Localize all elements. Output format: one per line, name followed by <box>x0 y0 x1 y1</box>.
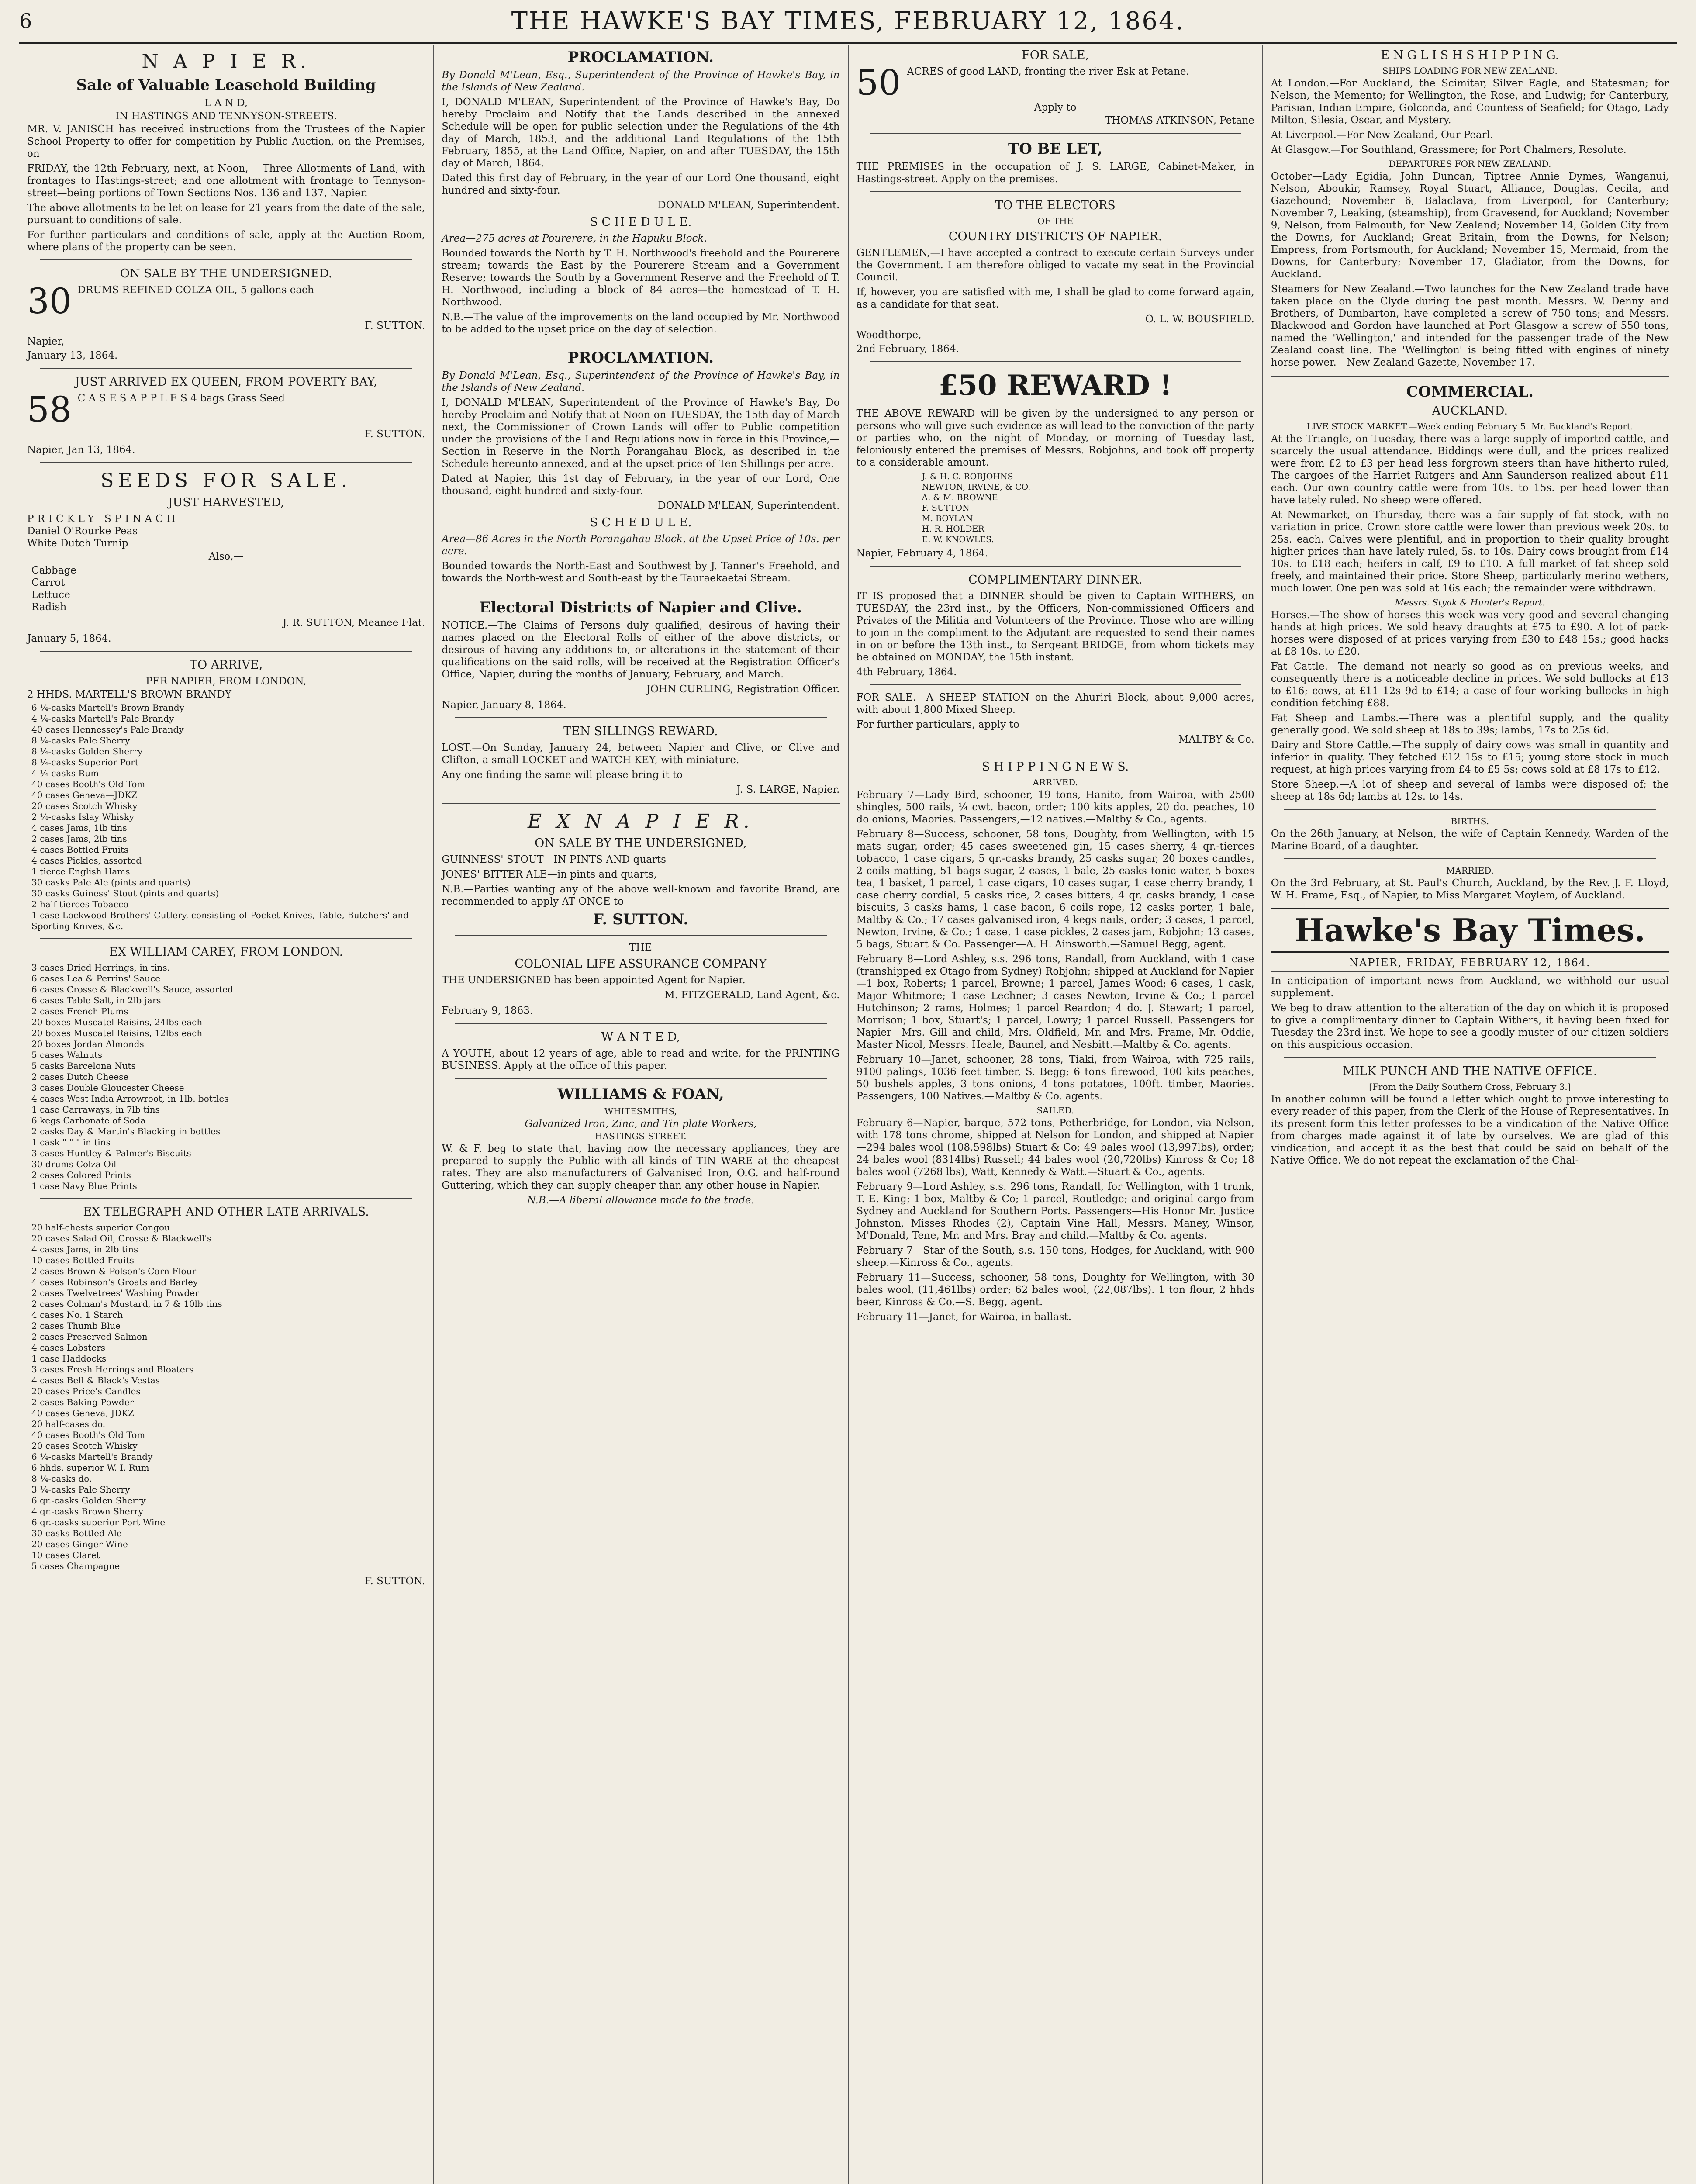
ad-colza-heading: ON SALE BY THE UNDERSIGNED. <box>120 267 332 280</box>
ad-colza-date: January 13, 1864. <box>27 350 118 361</box>
proclamation-1-schedule: S C H E D U L E. <box>590 215 692 229</box>
births-heading: BIRTHS. <box>1451 816 1489 826</box>
sheep-station-body: FOR SALE.—A SHEEP STATION on the Ahuriri Block, about 9,000 acres, with about 1,800 Mixed Sheep. <box>856 692 1254 715</box>
shipping-news-heading: S H I P P I N G N E W S. <box>981 760 1129 774</box>
proclamation-1-heading: PROCLAMATION. <box>567 48 714 66</box>
list-item: 20 cases Salad Oil, Crosse & Blackwell's <box>31 1233 212 1244</box>
ad-seeds-line2: Daniel O'Rourke Peas <box>27 525 138 537</box>
proclamation-2-heading: PROCLAMATION. <box>567 349 714 366</box>
list-item: 40 cases Hennessey's Pale Brandy <box>31 724 184 735</box>
list-item: 30 casks Bottled Ale <box>31 1528 122 1538</box>
list-item: 20 cases Price's Candles <box>31 1386 141 1396</box>
list-item: 4 cases Jams, 1lb tins <box>31 822 127 833</box>
list-item: 4 ¼-casks Rum <box>31 768 99 778</box>
williams-foan-heading: WILLIAMS & FOAN, <box>557 1085 724 1103</box>
proclamation-2-dated: Dated at Napier, this 1st day of February, in the year of our Lord, One thousand, eight hundred and sixty-four. <box>442 473 840 497</box>
commercial-p2: At Newmarket, on Thursday, there was a fair supply of fat stock, with no variation in price. Crown store cattle were lower than previous week 20s. to 25s. each. Calves were plentiful, and in proportion to their quality brought higher prices than have lately ruled, 5s. to 10s. Dairy cows brought from £14 10s. to £18 each; heifers in calf, £9 to £10. A full market of fat sheep sold freely, and maintained their price. Store Sheep, particularly merino wethers, much lower. One pen was sold at 16s each; the remainder were withdrawn. <box>1271 509 1669 594</box>
list-item: 4 cases West India Arrowroot, in 1lb. bottles <box>31 1093 229 1104</box>
commercial-heading: COMMERCIAL. <box>1406 383 1534 401</box>
list-item: 1 case Lockwood Brothers' Cutlery, consisting of Pocket Knives, Table, Butchers' and Sporting Knives, &c. <box>31 910 409 931</box>
list-item: 2 half-tierces Tobacco <box>31 899 129 909</box>
ad-apples-date: Napier, Jan 13, 1864. <box>27 444 135 456</box>
colonial-body: THE UNDERSIGNED has been appointed Agent for Napier. <box>442 975 746 986</box>
ad-colza-number: 30 <box>27 281 72 321</box>
list-item: 3 cases Dried Herrings, in tins. <box>31 962 170 973</box>
column-1 <box>19 45 434 2184</box>
births-body: On the 26th January, at Nelson, the wife of Captain Kennedy, Warden of the Marine Board, of a daughter. <box>1271 828 1669 852</box>
ex-napier-heading: E X N A P I E R. <box>527 810 754 833</box>
list-item: 6 cases Table Salt, in 2lb jars <box>31 995 161 1006</box>
list-item: February 10—Janet, schooner, 28 tons, Tiaki, from Wairoa, with 725 rails, 9100 palings, 1036 feet timber, S. Begg; 6 tons firewood, 100 kits peaches, 50 bushels apples, 3 tons onions, 4 tons potatoes, 100ft. timber, Maories. Passengers, 100 Natives.—Maltby & Co. agents. <box>856 1054 1254 1102</box>
list-item: 2 ¼-casks Islay Whisky <box>31 812 135 822</box>
list-item: 4 cases Pickles, assorted <box>31 855 142 866</box>
list-item: 30 casks Pale Ale (pints and quarts) <box>31 877 190 888</box>
list-item: 4 ¼-casks Martell's Pale Brandy <box>31 713 174 724</box>
list-item: 10 cases Bottled Fruits <box>31 1255 134 1265</box>
proclamation-1-body: I, DONALD M'LEAN, Superintendent of the Province of Hawke's Bay, Do hereby Proclaim and Notify that the Lands described in the annexed Schedule will be open for public selection under the Regulations of the 4th day of March, 1853, and the additional Land Regulations of the 15th February, 1855, at the Land Office, Napier, on and after TUESDAY, the 15th day of March, 1864. <box>442 97 840 169</box>
ad-sale-p4: For further particulars and conditions of sale, apply at the Auction Room, where plans of the property can be seen. <box>27 229 425 253</box>
list-item: 6 cases Lea & Perrins' Sauce <box>31 973 160 984</box>
list-item: A. & M. BROWNE <box>922 493 998 502</box>
proclamation-2-schedule: S C H E D U L E. <box>590 516 692 529</box>
electors-body2: If, however, you are satisfied with me, I shall be glad to come forward again, as a candidate for that seat. <box>856 287 1254 310</box>
english-shipping-p4: October—Lady Egidia, John Duncan, Tiptree Annie Dymes, Wanganui, Nelson, Aboukir, Ramsey, Royal Stuart, Alliance, Douglas, Cecila, and Gazehound; November 6, Balaclava, from Liverpool, for Canterbury; November 7, Leaking, (steamship), from Gravesend, for Auckland; November 9, Nelson, from Falmouth, for New Zealand; November 14, Golden City from the Downs, for Auckland; Great Britain, from the Downs, for Nelson; Empress, from Portsmouth, for Auckland; November 15, Mermaid, from the Downs, for Canterbury; November 17, Gladiator, from the Downs, for Auckland. <box>1271 171 1669 280</box>
list-item: 8 ¼-casks Superior Port <box>31 757 138 767</box>
electors-signature: O. L. W. BOUSFIELD. <box>1145 314 1254 325</box>
ad-telegraph-list <box>31 1222 425 1572</box>
for-sale-apply: Apply to <box>1034 102 1077 113</box>
shipping-sailed-heading: SAILED. <box>1036 1105 1074 1116</box>
list-item: 8 ¼-casks Pale Sherry <box>31 735 130 746</box>
ships-loading-heading: SHIPS LOADING FOR NEW ZEALAND. <box>1382 66 1558 76</box>
list-item: 4 cases No. 1 Starch <box>31 1310 123 1320</box>
list-item: February 8—Lord Ashley, s.s. 296 tons, Randall, from Auckland, with 1 case (transhipped ex Otago from Sydney) Robjohn; shipped at Auckland for Napier—1 box, Roberts; 1 parcel, Browne; 1 parcel, James Wood; 6 cases, 1 cask, Major Whitmore; 1 case Lechner; 3 cases Newton, Irvine & Co.; 1 parcel Hutchinson; 2 rams, Holmes; 1 parcel Reardon; 4 do. J. Stewart; 1 parcel, Morrison; 1 box, Stuart's; 1 parcel, Lowry; 1 parcel Russell. Passengers for Napier—Mrs. Gill and child, Mrs. Oldfield, Mr. and Mrs. Frame, Mr. Oddie, Master Nicol, Messrs. Heale, Baunel, and Nesbitt.—Maltby & Co. agents. <box>856 954 1254 1051</box>
ad-arrive-first: 2 HHDS. MARTELL'S BROWN BRANDY <box>27 689 231 700</box>
proclamation-1-nb: N.B.—The value of the improvements on the land occupied by Mr. Northwood to be added to the upset price on the day of selection. <box>442 311 840 335</box>
ad-colza-text: DRUMS REFINED COLZA OIL, 5 gallons each <box>77 284 314 296</box>
list-item: February 9—Lord Ashley, s.s. 296 tons, Randall, for Wellington, with 1 trunk, T. E. King; 1 box, Maltby & Co; 1 parcel, Routledge; and original cargo from Sydney and Auckland for Southern Ports. Passengers—His Honor Mr. Justice Johnston, Misses Rhodes (2), Captain Vine Hall, Messrs. Maney, Winsor, M'Donald, Tene, Mr. and Mrs. Bray and child.—Maltby & Co. agents. <box>856 1181 1254 1241</box>
editorial-title: Hawke's Bay Times. <box>1271 908 1669 953</box>
list-item: M. BOYLAN <box>922 514 973 523</box>
married-body: On the 3rd February, at St. Paul's Church, Auckland, by the Rev. J. F. Lloyd, W. H. Frame, Esq., of Napier, to Miss Margaret Moylem, of Auckland. <box>1271 878 1669 901</box>
ad-colza-place: Napier, <box>27 336 65 347</box>
colonial-date: February 9, 1863. <box>442 1005 533 1016</box>
list-item: 2 casks Day & Martin's Blacking in bottles <box>31 1126 221 1137</box>
list-item: 2 cases Twelvetrees' Washing Powder <box>31 1288 199 1298</box>
ad-arrive-list <box>31 702 425 932</box>
commercial-p6: Dairy and Store Cattle.—The supply of dairy cows was small in quantity and inferior in quality. They fetched £12 15s to £15; young store stock in much request, at high prices varying from £4 to £5 5s; cows sold at £8 17s to £12. <box>1271 740 1669 775</box>
williams-foan-sub: WHITESMITHS, <box>604 1106 677 1116</box>
ad-carey-heading: EX WILLIAM CAREY, FROM LONDON. <box>109 945 343 959</box>
ad-sale-sub2: IN HASTINGS AND TENNYSON-STREETS. <box>115 111 337 122</box>
list-item: 20 boxes Muscatel Raisins, 24lbs each <box>31 1017 203 1027</box>
list-item: February 6—Napier, barque, 572 tons, Petherbridge, for London, via Nelson, with 178 tons chrome, shipped at Nelson for London, and shipped at Napier—294 bales wool (108,598lbs) Stuart & Co; 49 bales wool (13,997lbs), order; 24 bales wool (8314lbs) Russell; 44 bales wool (20,720lbs) Kinross & Co; 18 bales wool (7268 lbs), Watt, Kennedy & Watt.—Stuart & Co., agents. <box>856 1117 1254 1178</box>
column-3 <box>849 45 1263 2184</box>
list-item: Carrot <box>31 577 65 588</box>
ad-apples-number: 58 <box>27 389 72 430</box>
ad-sale-p2: FRIDAY, the 12th February, next, at Noon,— Three Allotments of Land, with frontages to Hastings-street; and one allotment with frontage to Tennyson-street—being portions of Town Sections Nos. 136 and 137, Napier. <box>27 163 425 199</box>
list-item: 8 ¼-casks do. <box>31 1473 92 1484</box>
proclamation-1-signature: DONALD M'LEAN, Superintendent. <box>658 200 840 211</box>
williams-foan-sub2: Galvanized Iron, Zinc, and Tin plate Workers, <box>525 1118 757 1130</box>
list-item: F. SUTTON <box>922 503 970 513</box>
for-sale-number: 50 <box>856 62 901 103</box>
commercial-auckland: AUCKLAND. <box>1432 404 1508 418</box>
ad-arrive-heading: TO ARRIVE, <box>189 658 263 672</box>
list-item: 4 cases Bottled Fruits <box>31 844 129 855</box>
ad-apples-signature: F. SUTTON. <box>365 429 425 440</box>
williams-foan-nb: N.B.—A liberal allowance made to the trade. <box>527 1195 754 1206</box>
list-item: February 8—Success, schooner, 58 tons, Doughty, from Wellington, with 15 mats sugar, order; 45 cases sweetened gin, 15 cases sherry, 4 qr.-tierces tobacco, 1 case cigars, 5 qr.-casks brandy, 25 casks sugar, 20 boxes candles, 2 coils matting, 51 bags sugar, 2 cases, 1 bale, 25 casks tonic water, 5 boxes tea, 1 basket, 1 parcel, 1 case cigars, 10 cases sugar, 1 case cherry brandy, 1 case cherry cordial, 5 casks rice, 2 cases bitters, 4 qr. casks brandy, 1 case biscuits, 3 casks hams, 1 case bacon, 6 coils rope, 12 casks porter, 1 bale, Maltby & Co.; 17 cases galvanised iron, 4 kegs nails, order; 3 cases, 1 parcel, Newton, Irvine, & Co.; 1 case, 1 case pickles, 2 cases jam, Robjohn; 13 cases, 5 bags, Stuart & Co. Passenger—A. H. Ainsworth.—Samuel Begg, agent. <box>856 829 1254 950</box>
williams-foan-body: W. & F. beg to state that, having now the necessary appliances, they are prepared to supply the Public with all kinds of TIN WARE at the cheapest rates. They are also manufacturers of Galvanised Iron, O.G. and half-round Guttering, which they can supply cheaper than any other house in Napier. <box>442 1143 840 1191</box>
newspaper-title: THE HAWKE'S BAY TIMES, FEBRUARY 12, 1864. <box>511 7 1185 35</box>
list-item: 8 ¼-casks Golden Sherry <box>31 746 143 757</box>
for-sale-signature: THOMAS ATKINSON, Petane <box>1105 115 1254 126</box>
electors-body: GENTLEMEN,—I have accepted a contract to execute certain Surveys under the Government. I am therefore obliged to vacate my seat in the Provincial Council. <box>856 247 1254 283</box>
ex-napier-body: GUINNESS' STOUT—IN PINTS AND quarts <box>442 854 666 865</box>
list-item: Cabbage <box>31 565 76 576</box>
proclamation-1-by: By Donald M'Lean, Esq., Superintendent of the Province of Hawke's Bay, in the Islands of New Zealand. <box>442 69 840 93</box>
masthead <box>19 0 1677 44</box>
proclamation-2-body: I, DONALD M'LEAN, Superintendent of the Province of Hawke's Bay, Do hereby Proclaim and Notify that at Noon on TUESDAY, the 15th day of March next, the Commissioner of Crown Lands will offer to Public competition under the provisions of the Land Regulations now in force in this Province,—Section in Reserve in the North Porangahau Block, as described in the Schedule hereunto annexed, and at the upset price of Ten Shillings per acre. <box>442 397 840 470</box>
list-item: 20 cases Scotch Whisky <box>31 1441 138 1451</box>
english-shipping-p3: At Glasgow.—For Southland, Grassmere; for Port Chalmers, Resolute. <box>1271 144 1627 156</box>
milk-punch-heading: MILK PUNCH AND THE NATIVE OFFICE. <box>1343 1064 1597 1078</box>
commercial-p4: Fat Cattle.—The demand not nearly so good as on previous weeks, and consequently there is a noticeable decline in prices. We sold bullocks at £13 to £16; cows, at £11 12s 9d to £14; a case of four working bullocks in high condition fetching £88. <box>1271 661 1669 709</box>
list-item: 40 cases Booth's Old Tom <box>31 1430 145 1440</box>
list-item: 6 kegs Carbonate of Soda <box>31 1115 146 1126</box>
ex-napier-body2: JONES' BITTER ALE—in pints and quarts, <box>442 869 657 880</box>
reward-body: LOST.—On Sunday, January 24, between Napier and Clive, or Clive and Clifton, a small LOCKET and WATCH KEY, with miniature. <box>442 742 840 766</box>
list-item: 20 cases Scotch Whisky <box>31 801 138 811</box>
for-sale-heading: FOR SALE, <box>1022 48 1089 62</box>
proclamation-2-signature: DONALD M'LEAN, Superintendent. <box>658 500 840 511</box>
ex-napier-signature: F. SUTTON. <box>593 911 689 928</box>
english-shipping-heading: E N G L I S H S H I P P I N G. <box>1381 48 1559 62</box>
english-shipping-p2: At Liverpool.—For New Zealand, Our Pearl. <box>1271 129 1493 141</box>
list-item: 4 cases Lobsters <box>31 1342 106 1353</box>
list-item: 30 casks Guiness' Stout (pints and quarts) <box>31 888 219 898</box>
list-item: 2 cases Preserved Salmon <box>31 1331 148 1342</box>
fifty-pound-reward-body: THE ABOVE REWARD will be given by the undersigned to any person or persons who will give such evidence as will lead to the conviction of the party or parties who, on the night of Monday, or morning of Tuesday last, feloniously entered the premises of Messrs. Robjohns, and took off property to a considerable amount. <box>856 408 1254 468</box>
electors-heading: TO THE ELECTORS <box>995 199 1116 212</box>
ad-sale-sub1: L A N D, <box>204 97 248 109</box>
colonial-the: THE <box>629 942 652 954</box>
list-item: 6 qr.-casks superior Port Wine <box>31 1517 166 1527</box>
list-item: 40 cases Geneva, JDKZ <box>31 1408 135 1418</box>
list-item: 2 cases French Plums <box>31 1006 128 1016</box>
list-item: 6 qr.-casks Golden Sherry <box>31 1495 146 1506</box>
fifty-pound-reward-heading: £50 REWARD ! <box>938 369 1172 402</box>
ad-seeds-signature: J. R. SUTTON, Meanee Flat. <box>283 617 425 629</box>
list-item: February 7—Star of the South, s.s. 150 tons, Hodges, for Auckland, with 900 sheep.—Kinross & Co., agents. <box>856 1245 1254 1268</box>
wanted-heading: W A N T E D, <box>601 1030 680 1044</box>
ad-apples-heading: JUST ARRIVED EX QUEEN, FROM POVERTY BAY, <box>75 375 377 389</box>
reward-signature: J. S. LARGE, Napier. <box>736 784 840 795</box>
commercial-p3: Horses.—The show of horses this week was very good and several changing hands at high prices. We sold heavy draughts at £75 to £90. A lot of pack-horses were disposed of at prices varying from £30 to £48 15s.; good hacks at £8 10s. to £20. <box>1271 609 1669 657</box>
electoral-date: Napier, January 8, 1864. <box>442 699 566 711</box>
electors-date: 2nd February, 1864. <box>856 343 959 355</box>
list-item: 4 qr.-casks Brown Sherry <box>31 1506 143 1517</box>
commercial-live-stock: LIVE STOCK MARKET.—Week ending February 5. Mr. Buckland's Report. <box>1306 421 1634 432</box>
to-let-heading: TO BE LET, <box>1008 140 1103 158</box>
proclamation-1-area: Area—275 acres at Pourerere, in the Hapuku Block. <box>442 233 707 244</box>
ad-seeds-list <box>31 564 425 613</box>
milk-punch-from: [From the Daily Southern Cross, February 3.] <box>1369 1082 1571 1092</box>
list-item: 20 boxes Jordan Almonds <box>31 1039 144 1049</box>
list-item: 5 casks Barcelona Nuts <box>31 1061 136 1071</box>
columns <box>19 45 1677 2184</box>
list-item: 40 cases Booth's Old Tom <box>31 779 145 789</box>
list-item: 20 half-cases do. <box>31 1419 106 1429</box>
list-item: 2 cases Baking Powder <box>31 1397 134 1407</box>
ad-sale-p3: The above allotments to be let on lease for 21 years from the date of the sale, pursuant to conditions of sale. <box>27 202 425 226</box>
list-item: 30 drums Colza Oil <box>31 1159 117 1169</box>
list-item: February 11—Janet, for Wairoa, in ballast. <box>856 1311 1072 1323</box>
proclamation-1-bounded: Bounded towards the North by T. H. Northwood's freehold and the Pourerere stream; towards the East by the Pourerere Stream and a Government Reserve; towards the South by a Government Reserve and the Freehold of T. H. Northwood, including a block of 84 acres—the homestead of T. H. Northwood. <box>442 248 840 308</box>
sheep-station-body2: For further particulars, apply to <box>856 719 1019 730</box>
list-item: 5 cases Walnuts <box>31 1050 103 1060</box>
column-2 <box>434 45 848 2184</box>
fifty-pound-reward-names <box>922 471 1254 545</box>
list-item: 10 cases Claret <box>31 1550 100 1560</box>
wanted-body: A YOUTH, about 12 years of age, able to read and write, for the PRINTING BUSINESS. Apply at the office of this paper. <box>442 1048 840 1071</box>
list-item: 3 ¼-casks Pale Sherry <box>31 1484 130 1495</box>
ad-colza-signature: F. SUTTON. <box>365 320 425 332</box>
proclamation-2-bounded: Bounded towards the North-East and Southwest by J. Tanner's Freehold, and towards the North-west and South-east by the Tauraekaetai Stream. <box>442 560 840 584</box>
list-item: 2 cases Jams, 2lb tins <box>31 833 127 844</box>
departures-heading: DEPARTURES FOR NEW ZEALAND. <box>1389 159 1551 169</box>
dinner-heading: COMPLIMENTARY DINNER. <box>968 573 1143 587</box>
ad-sale-title: Sale of Valuable Leasehold Building <box>76 76 376 94</box>
ad-arrive-sub: PER NAPIER, FROM LONDON, <box>145 676 307 687</box>
ad-seeds-date: January 5, 1864. <box>27 633 111 644</box>
list-item: February 7—Lady Bird, schooner, 19 tons, Hanito, from Wairoa, with 2500 shingles, 500 rails, ¼ cwt. bacon, order; 100 kits apples, 20 do. peaches, 10 do onions, Maories. Passengers,—12 natives.—Maltby & Co., agents. <box>856 789 1254 825</box>
shipping-sailed-list <box>857 1117 1254 1323</box>
list-item: 6 hhds. superior W. I. Rum <box>31 1462 149 1473</box>
ad-apples-text: C A S E S A P P L E S 4 bags Grass Seed <box>77 393 285 404</box>
electoral-signature: JOHN CURLING, Registration Officer. <box>646 684 840 695</box>
ad-seeds-heading: SEEDS FOR SALE. <box>100 470 352 492</box>
list-item: E. W. KNOWLES. <box>922 535 994 544</box>
shipping-arrived-heading: ARRIVED. <box>1033 777 1078 788</box>
editorial-dateline: NAPIER, FRIDAY, FEBRUARY 12, 1864. <box>1271 957 1669 972</box>
list-item: J. & H. C. ROBJOHNS <box>922 472 1013 481</box>
commercial-p7: Store Sheep.—A lot of sheep and several of lambs were disposed of; the sheep at 18s 6d; lambs at 12s. to 14s. <box>1271 779 1669 802</box>
list-item: 1 tierce English Hams <box>31 866 130 877</box>
english-shipping-p1: At London.—For Auckland, the Scimitar, Silver Eagle, and Statesman; for Nelson, the Memento; for Wellington, the Rose, and Ludwig; for Canterbury, Parisian, Indian Empire, Golconda, and Countess of Seafield; for Otago, Lady Milton, Silesia, Oscar, and Mystery. <box>1271 78 1669 126</box>
list-item: 2 cases Dutch Cheese <box>31 1071 129 1082</box>
colonial-signature: M. FITZGERALD, Land Agent, &c. <box>664 989 840 1001</box>
commercial-p5: Fat Sheep and Lambs.—There was a plentiful supply, and the quality generally good. We sold sheep at 18s to 39s; lambs, 17s to 25s 6d. <box>1271 712 1669 736</box>
list-item: 6 ¼-casks Martell's Brandy <box>31 1451 153 1462</box>
list-item: 3 cases Fresh Herrings and Bloaters <box>31 1364 194 1375</box>
electors-of: OF THE <box>1037 216 1074 226</box>
list-item: 4 cases Bell & Black's Vestas <box>31 1375 160 1386</box>
list-item: 2 cases Colored Prints <box>31 1170 131 1180</box>
list-item: NEWTON, IRVINE, & CO. <box>922 482 1031 492</box>
dinner-body: IT IS proposed that a DINNER should be given to Captain WITHERS, on TUESDAY, the 23rd inst., by the Officers, Non-commissioned Officers and Privates of the Militia and Volunteers of the Province. Those who are willing to join in the compliment to the Adjutant are requested to send their names in on or before the 13th inst., to Sergeant BRIDGE, from whom tickets may be obtained on MONDAY, the 15th instant. <box>856 591 1254 663</box>
list-item: 1 case Navy Blue Prints <box>31 1181 137 1191</box>
electors-heading2: COUNTRY DISTRICTS OF NAPIER. <box>948 230 1162 243</box>
proclamation-1-dated: Dated this first day of February, in the year of our Lord One thousand, eight hundred and sixty-four. <box>442 173 840 196</box>
list-item: 40 cases Geneva—JDKZ <box>31 790 138 800</box>
editorial-p2: We beg to draw attention to the alteration of the day on which it is proposed to give a complimentary dinner to Captain Withers, it having been fixed for Tuesday the 23rd inst. We hope to see a goodly muster of our citizen soldiers on this auspicious occasion. <box>1271 1002 1669 1051</box>
to-let-body: THE PREMISES in the occupation of J. S. LARGE, Cabinet-Maker, in Hastings-street. Apply on the premises. <box>856 161 1254 185</box>
page-number: 6 <box>19 9 32 33</box>
ad-carey-list <box>31 962 425 1192</box>
editorial-p1: In anticipation of important news from Auckland, we withhold our usual supplement. <box>1271 975 1669 999</box>
list-item: 3 cases Double Gloucester Cheese <box>31 1082 184 1093</box>
ex-napier-sub: ON SALE BY THE UNDERSIGNED, <box>535 836 747 850</box>
list-item: Radish <box>31 601 67 613</box>
electoral-heading: Electoral Districts of Napier and Clive. <box>479 599 802 616</box>
list-item: 3 cases Huntley & Palmer's Biscuits <box>31 1148 191 1158</box>
list-item: 6 cases Crosse & Blackwell's Sauce, assorted <box>31 984 233 995</box>
milk-punch-body: In another column will be found a letter which ought to prove interesting to every reader of this paper, from the Clerk of the House of Representatives. In its present form this letter professes to be a vindication of the Native Office from charges made against it of late by ourselves. We are glad of this vindication, and accept it as the best that could be said on behalf of the Native Office. We do not repeat the exclamation of the Chal- <box>1271 1094 1669 1166</box>
ad-seeds-also: Also,— <box>208 551 244 562</box>
dinner-date: 4th February, 1864. <box>856 667 957 678</box>
list-item: 20 cases Ginger Wine <box>31 1539 128 1549</box>
ad-seeds-line1: PRICKLY SPINACH <box>27 513 179 525</box>
list-item: 5 cases Champagne <box>31 1561 120 1571</box>
ex-napier-nb: N.B.—Parties wanting any of the above well-known and favorite Brand, are recommended to apply AT ONCE to <box>442 884 840 907</box>
williams-foan-sub3: HASTINGS-STREET. <box>595 1131 687 1141</box>
fifty-pound-reward-date: Napier, February 4, 1864. <box>856 548 988 559</box>
list-item: 2 cases Colman's Mustard, in 7 & 10lb tins <box>31 1299 222 1309</box>
sheep-station-signature: MALTBY & Co. <box>1178 734 1254 745</box>
column-4 <box>1263 45 1677 2184</box>
commercial-p1: At the Triangle, on Tuesday, there was a large supply of imported cattle, and scarcely the usual attendance. Biddings were dull, and the prices realized were from £2 to £3 per head less forgrown steers than have hitherto ruled, The cargoes of the Harriet Rutgers and Ann Saunderson realized about £11 each. Our own country cattle were from 10s. to 15s. per head lower than have lately ruled. No sheep were offered. <box>1271 433 1669 506</box>
english-shipping-p5: Steamers for New Zealand.—Two launches for the New Zealand trade have taken place on the Clyde during the past month. Messrs. W. Denny and Brothers, of Dumbarton, have completed a screw of 750 tons; and Messrs. Blackwood and Gordon have launched at Port Glasgow a screw of 550 tons, named the 'Wellington,' and intended for the passenger trade of the New Zealand coast line. The 'Wellington' is being fitted with engines of ninety horse power.—New Zealand Gazette, November 17. <box>1271 283 1669 368</box>
list-item: February 11—Success, schooner, 58 tons, Doughty for Wellington, with 30 bales wool, (11,461lbs) order; 62 bales wool, (22,087lbs). 1 ton flour, 2 hhds beer, Kinross & Co.—S. Begg, agent. <box>856 1272 1254 1308</box>
list-item: 20 half-chests superior Congou <box>31 1222 170 1233</box>
ad-telegraph-signature: F. SUTTON. <box>365 1576 425 1587</box>
shipping-arrived-list <box>857 789 1254 1102</box>
list-item: 20 boxes Muscatel Raisins, 12lbs each <box>31 1028 203 1038</box>
married-heading: MARRIED. <box>1446 865 1494 876</box>
ad-sale-p1: MR. V. JANISCH has received instructions from the Trustees of the Napier School Property to offer for competition by Public Auction, on the Premises, on <box>27 124 425 159</box>
list-item: 1 cask " " " in tins <box>31 1137 111 1147</box>
proclamation-2-by: By Donald M'Lean, Esq., Superintendent of the Province of Hawke's Bay, in the Islands of New Zealand. <box>442 370 840 394</box>
commercial-sub: Messrs. Styak & Hunter's Report. <box>1395 597 1545 608</box>
ad-seeds-line3: White Dutch Turnip <box>27 538 128 549</box>
list-item: 2 cases Thumb Blue <box>31 1320 121 1331</box>
reward-body2: Any one finding the same will please bring it to <box>442 769 683 781</box>
electors-place: Woodthorpe, <box>856 329 922 341</box>
reward-heading: TEN SILLINGS REWARD. <box>563 725 718 738</box>
list-item: 1 case Haddocks <box>31 1353 107 1364</box>
colonial-heading: COLONIAL LIFE ASSURANCE COMPANY <box>515 957 767 971</box>
list-item: 4 cases Jams, in 2lb tins <box>31 1244 138 1254</box>
ad-seeds-sub: JUST HARVESTED, <box>168 496 284 509</box>
list-item: 2 cases Brown & Polson's Corn Flour <box>31 1266 197 1276</box>
list-item: 1 case Carraways, in 7lb tins <box>31 1104 160 1115</box>
list-item: 6 ¼-casks Martell's Brown Brandy <box>31 702 184 713</box>
electoral-body: NOTICE.—The Claims of Persons duly qualified, desirous of having their names placed on the Electoral Rolls of either of the above districts, or desirous of having any additions to, or alterations in the statement of their qualifications on the said rolls, will be received at the Registration Officer's Office, Napier, during the months of January, February, and March. <box>442 620 840 680</box>
proclamation-2-area: Area—86 Acres in the North Porangahau Block, at the Upset Price of 10s. per acre. <box>442 533 840 557</box>
list-item: Lettuce <box>31 589 70 601</box>
list-item: H. R. HOLDER <box>922 524 984 534</box>
for-sale-text: ACRES of good LAND, fronting the river Esk at Petane. <box>907 66 1189 77</box>
list-item: 4 cases Robinson's Groats and Barley <box>31 1277 198 1287</box>
ad-napier-heading: N A P I E R. <box>142 50 311 73</box>
ad-telegraph-heading: EX TELEGRAPH AND OTHER LATE ARRIVALS. <box>83 1205 369 1219</box>
